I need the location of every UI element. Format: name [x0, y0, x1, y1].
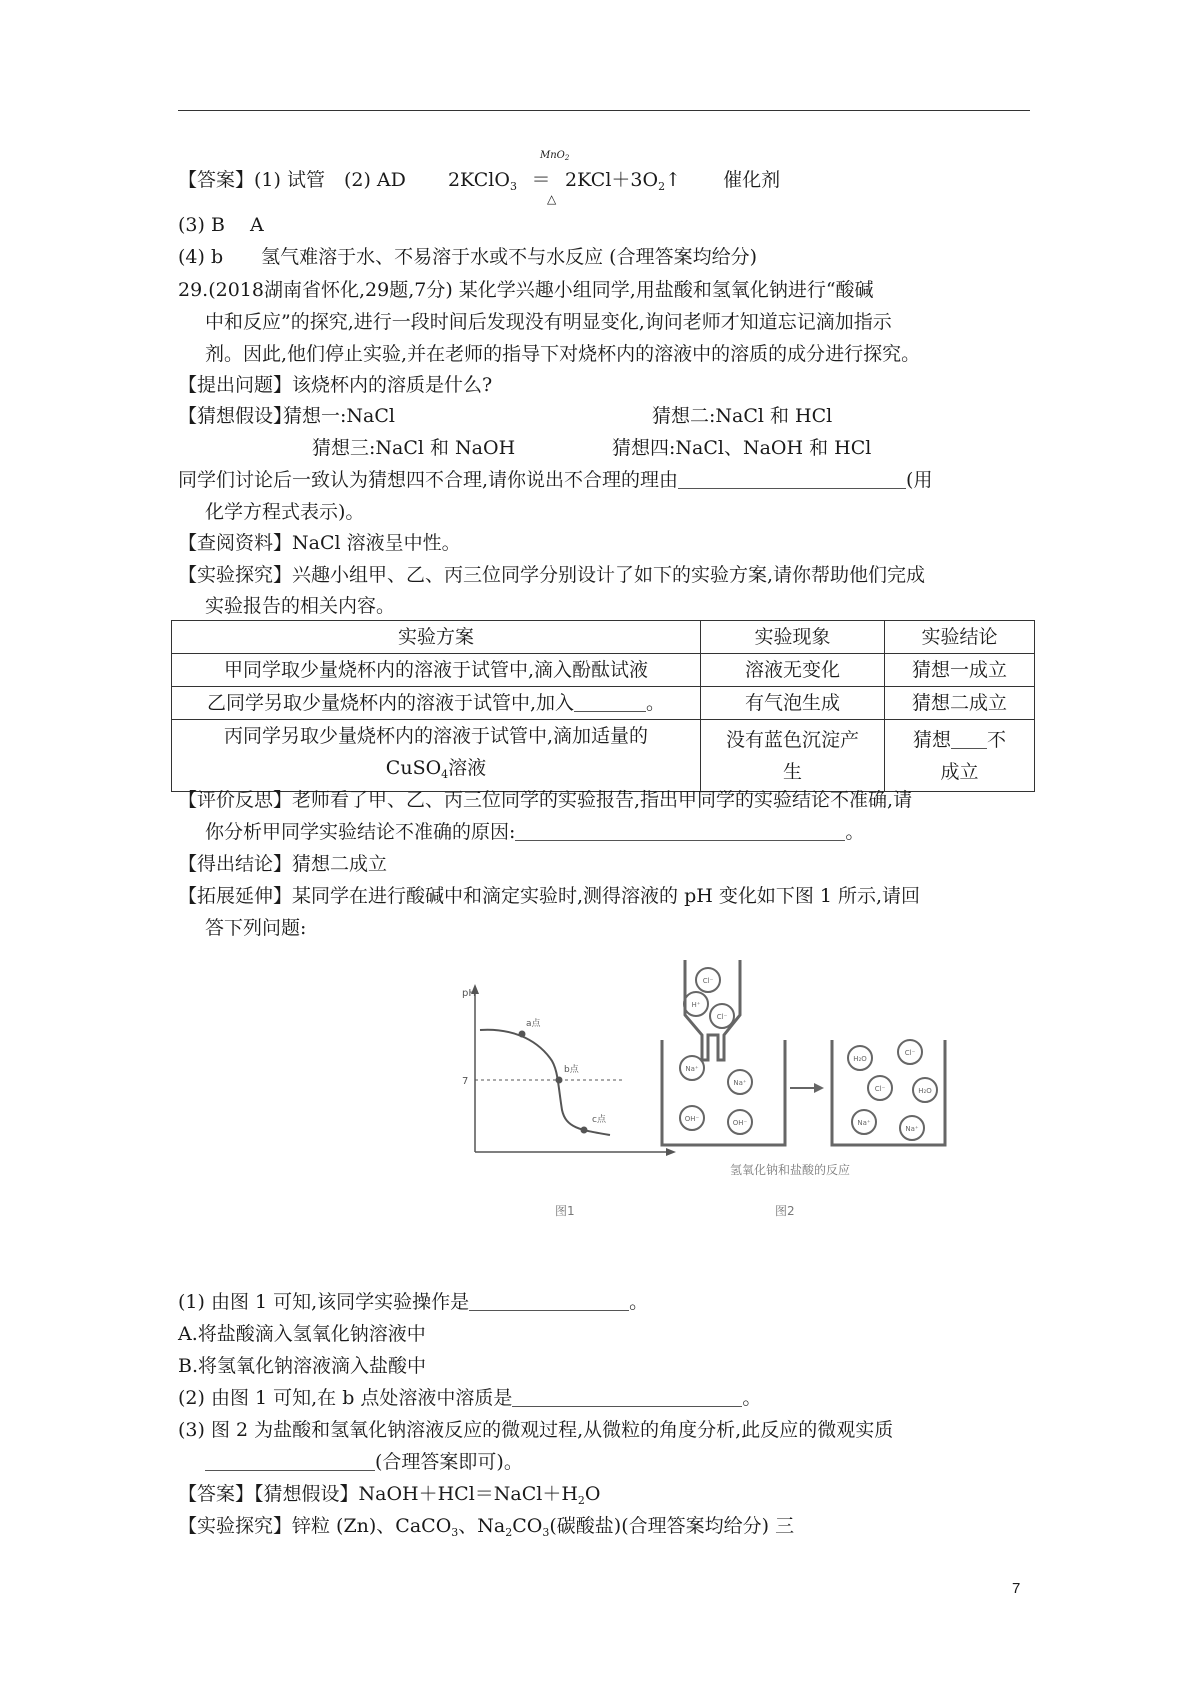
table-row [172, 687, 1035, 720]
consult-data: 【查阅资料】NaCl 溶液呈中性。 [178, 532, 461, 554]
table-cell: 乙同学另取少量烧杯内的溶液于试管中,加入 。 [172, 687, 701, 720]
discuss-line-1: 同学们讨论后一致认为猜想四不合理,请你说出不合理的理由 (用 [178, 469, 933, 491]
svg-text:Na⁺: Na⁺ [905, 1125, 919, 1133]
svg-text:Cl⁻: Cl⁻ [904, 1049, 916, 1057]
option-a: A.将盐酸滴入氢氧化钠溶液中 [178, 1323, 426, 1345]
fig1-caption: 图1 [555, 1204, 575, 1218]
page-number: 7 [1012, 1580, 1021, 1597]
svg-text:Na⁺: Na⁺ [733, 1079, 747, 1087]
point-c-marker [581, 1127, 588, 1134]
ph-axis-label: pH [462, 988, 476, 999]
sub-question-3: (3) 图 2 为盐酸和氢氧化钠溶液反应的微观过程,从微粒的角度分析,此反应的微观实质 [178, 1419, 894, 1441]
answer-line-3: (4) b 氢气难溶于水、不易溶于水或不与水反应 (合理答案均给分) [178, 246, 757, 268]
table-row [172, 654, 1035, 687]
conclusion-line: 【得出结论】猜想二成立 [178, 853, 388, 875]
svg-text:H₂O: H₂O [918, 1087, 932, 1095]
sub-question-1: (1) 由图 1 可知,该同学实验操作是 。 [178, 1291, 649, 1313]
experiment-table [171, 620, 1035, 792]
table-cell: 有气泡生成 [701, 687, 885, 720]
svg-text:OH⁻: OH⁻ [732, 1119, 748, 1127]
catalyst-above: MnO$_2$ [540, 150, 570, 162]
point-b-marker [556, 1077, 563, 1084]
table-cell: 猜想一成立 [885, 654, 1035, 687]
ph7-label: 7 [462, 1076, 469, 1087]
table-cell: 没有蓝色沉淀产 生 [701, 720, 885, 792]
figure-area [440, 960, 1040, 1245]
table-header: 实验方案 [172, 621, 701, 654]
hypothesis-2: 猜想二:NaCl 和 HCl [652, 405, 833, 427]
answer-blank[interactable] [469, 1292, 629, 1311]
table-header: 实验现象 [701, 621, 885, 654]
question-header-1: 29.(2018湖南省怀化,29题,7分) 某化学兴趣小组同学,用盐酸和氢氧化钠进行“酸碱 [178, 279, 874, 301]
equation: 2KClO$_3$ ＝ $2KCl+3O_2↑$ [447, 169, 682, 193]
explore-line-2: 实验报告的相关内容。 [205, 595, 396, 617]
hypothesis-3: 猜想三:NaCl 和 NaOH [312, 437, 516, 459]
table-cell: 猜想二成立 [885, 687, 1035, 720]
extend-line-2: 答下列问题: [205, 917, 307, 939]
table-row [172, 720, 1035, 792]
sub-question-2: (2) 由图 1 可知,在 b 点处溶液中溶质是 。 [178, 1387, 762, 1409]
answer-blank[interactable] [515, 822, 845, 841]
answer-line-2: (3) B A [178, 214, 264, 236]
answer-blank[interactable] [205, 1452, 375, 1471]
extend-line-1: 【拓展延伸】某同学在进行酸碱中和滴定实验时,测得溶液的 pH 变化如下图 1 所示,请回 [178, 885, 921, 907]
raise-problem: 【提出问题】该烧杯内的溶质是什么? [178, 374, 493, 396]
svg-text:OH⁻: OH⁻ [684, 1115, 700, 1123]
question-header-3: 剂。因此,他们停止实验,并在老师的指导下对烧杯内的溶液中的溶质的成分进行探究。 [205, 343, 921, 365]
point-a-marker [519, 1031, 526, 1038]
question-header-2: 中和反应”的探究,进行一段时间后发现没有明显变化,询问老师才知道忘记滴加指示 [205, 311, 892, 333]
catalyst-label: 催化剂 [723, 169, 781, 191]
ion-labels [685, 977, 933, 1133]
table-cell: 溶液无变化 [701, 654, 885, 687]
point-b-label: b点 [564, 1065, 579, 1075]
ph-graph [462, 984, 676, 1156]
reflection-line-1: 【评价反思】老师看了甲、乙、丙三位同学的实验报告,指出甲同学的实验结论不准确,请 [178, 789, 913, 811]
explore-line-1: 【实验探究】兴趣小组甲、乙、丙三位同学分别设计了如下的实验方案,请你帮助他们完成 [178, 564, 926, 586]
sub-question-3-line-2: (合理答案即可)。 [205, 1450, 523, 1474]
answer-3: 【实验探究】锌粒 (Zn)、CaCO$_3$、$Na_2CO_3$(碳酸盐)(合理答案均给分) 三 [178, 1515, 795, 1539]
beaker-diagram [662, 960, 945, 1145]
hypothesis-1: 猜想一:NaCl [283, 405, 395, 427]
point-a-label: a点 [526, 1019, 541, 1029]
heat-below: △ [547, 192, 557, 206]
answer-blank[interactable] [574, 693, 646, 712]
table-header-row [172, 621, 1035, 654]
svg-text:Cl⁻: Cl⁻ [874, 1085, 886, 1093]
svg-text:Cl⁻: Cl⁻ [702, 977, 714, 985]
hypothesis-4: 猜想四:NaCl、NaOH 和 HCl [612, 437, 872, 459]
answer-2: 【答案】【猜想假设】$NaOH+HCl=NaCl+H_2O$ [178, 1483, 601, 1507]
answer-blank[interactable] [512, 1388, 742, 1407]
table-cell: 猜想 不 成立 [885, 720, 1035, 792]
svg-text:Cl⁻: Cl⁻ [716, 1013, 728, 1021]
reflection-line-2: 你分析甲同学实验结论不准确的原因: 。 [205, 821, 865, 843]
svg-text:Na⁺: Na⁺ [857, 1119, 871, 1127]
table-cell: 甲同学取少量烧杯内的溶液于试管中,滴入酚酞试液 [172, 654, 701, 687]
answer-blank[interactable] [951, 730, 987, 749]
hypothesis-label: 【猜想假设】 [178, 405, 293, 427]
discuss-line-2: 化学方程式表示)。 [205, 501, 365, 523]
svg-text:H₂O: H₂O [853, 1055, 867, 1063]
answer-line-1 [178, 168, 780, 199]
fig2-caption: 图2 [775, 1204, 795, 1218]
fig2-label: 氢氧化钠和盐酸的反应 [730, 1163, 851, 1177]
point-c-label: c点 [592, 1115, 606, 1125]
svg-text:H⁺: H⁺ [691, 1001, 701, 1009]
option-b: B.将氢氧化钠溶液滴入盐酸中 [178, 1355, 427, 1377]
answer-prefix: 【答案】(1) 试管 (2) AD [178, 169, 406, 191]
table-cell: 丙同学另取少量烧杯内的溶液于试管中,滴加适量的 CuSO$_4$溶液 [172, 720, 701, 792]
svg-text:Na⁺: Na⁺ [685, 1065, 699, 1073]
header-rule [178, 110, 1030, 111]
table-header: 实验结论 [885, 621, 1035, 654]
answer-blank[interactable] [678, 470, 906, 489]
